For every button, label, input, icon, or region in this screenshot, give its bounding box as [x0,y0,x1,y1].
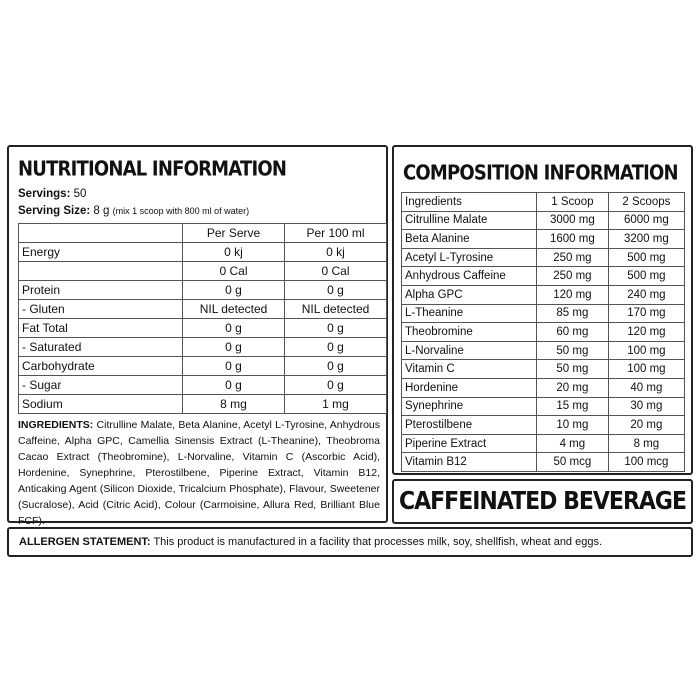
composition-table-row [402,341,685,360]
nutrition-table-cell: 0 Cal [183,262,285,281]
nutrition-table-cell: Protein [19,281,183,300]
nutrition-table-cell: 1 mg [285,395,387,414]
nutrition-table-cell: NIL detected [285,300,387,319]
nutrition-table-row [19,281,387,300]
composition-table-cell: 50 mg [537,360,609,379]
nutrition-table-cell: 0 g [183,281,285,300]
composition-table-cell: Vitamin C [402,360,537,379]
composition-table-cell: 4 mg [537,434,609,453]
composition-information-panel [392,145,693,475]
composition-table-cell: 100 mg [608,341,684,360]
composition-table-cell: Piperine Extract [402,434,537,453]
composition-table-cell: 40 mg [608,378,684,397]
caffeinated-beverage-box [392,479,693,524]
composition-table-cell: Pterostilbene [402,416,537,435]
composition-table-header [402,193,685,212]
ingredients-label: INGREDIENTS: [18,419,94,431]
allergen-label: ALLERGEN STATEMENT: [19,536,151,548]
caffeinated-beverage-label: CAFFEINATED BEVERAGE [398,487,687,516]
composition-table-row [402,323,685,342]
nutrition-header-cell: Per Serve [183,224,285,243]
nutrition-table-cell: - Sugar [19,376,183,395]
nutrition-table-cell: - Gluten [19,300,183,319]
composition-table-cell: 500 mg [608,267,684,286]
nutrition-header-cell [19,224,183,243]
composition-table-cell: 3200 mg [608,230,684,249]
composition-table-cell: 20 mg [537,378,609,397]
nutrition-table-cell: 0 g [285,376,387,395]
composition-table-row [402,211,685,230]
allergen-text: This product is manufactured in a facility that processes milk, soy, shellfish, wheat and eggs. [153,536,603,548]
nutrition-table-row [19,262,387,281]
composition-table-row [402,285,685,304]
composition-table-row [402,434,685,453]
composition-table-cell: 15 mg [537,397,609,416]
nutrition-table-cell: 0 g [285,319,387,338]
nutrition-table-cell: 0 g [183,357,285,376]
composition-table-cell: 50 mg [537,341,609,360]
nutrition-table-header [19,224,387,243]
nutrition-table-cell: 0 Cal [285,262,387,281]
composition-table-cell: 50 mcg [537,453,609,472]
composition-table-cell: Hordenine [402,378,537,397]
composition-table-cell: Anhydrous Caffeine [402,267,537,286]
nutrition-title: NUTRITIONAL INFORMATION [18,157,287,182]
nutrition-table-row [19,395,387,414]
composition-table-cell: Citrulline Malate [402,211,537,230]
composition-header-cell: 1 Scoop [537,193,609,212]
composition-table-cell: 20 mg [608,416,684,435]
composition-table-row [402,378,685,397]
serving-size-line [18,205,249,217]
nutrition-table-cell: 0 kj [183,243,285,262]
nutrition-table-row [19,376,387,395]
composition-table [401,192,685,472]
composition-table-cell: Synephrine [402,397,537,416]
composition-table-cell: Beta Alanine [402,230,537,249]
nutrition-table-cell: 0 g [285,281,387,300]
composition-table-row [402,416,685,435]
serving-size-note: (mix 1 scoop with 800 ml of water) [112,206,250,216]
composition-table-cell: Theobromine [402,323,537,342]
servings-label: Servings: [18,188,71,200]
nutrition-table-cell [19,262,183,281]
nutritional-information-panel [7,145,388,527]
composition-table-cell: 8 mg [608,434,684,453]
nutrition-table-row [19,300,387,319]
nutrition-table-cell: 0 g [183,338,285,357]
composition-table-cell: 240 mg [608,285,684,304]
nutrition-table-cell: 0 g [285,338,387,357]
serving-size-value: 8 g [93,205,110,217]
composition-table-cell: 100 mg [608,360,684,379]
nutrition-table-cell: - Saturated [19,338,183,357]
composition-table-cell: 500 mg [608,248,684,267]
composition-table-row [402,267,685,286]
composition-table-row [402,248,685,267]
composition-table-cell: 85 mg [537,304,609,323]
composition-table-cell: 1600 mg [537,230,609,249]
ingredients-text: Citrulline Malate, Beta Alanine, Acetyl L-Tyrosine, Anhydrous Caffeine, Alpha GPC, Camellia Sinensis Extract (L-Theanine), Theobroma Cacao Extract (Theobromine), L-Norvaline, Vitamin C (Ascorbic Acid), Hordenine, Synephrine, Pterostilbene, Piperine Extract, Vitamin B12, Anticaking Agent (Silicon Dioxide, Tricalcium Phosphate), Flavour, Sweetener (Sucralose), Acid (Citric Acid), Colour (Carmoisine, Allura Red, Brilliant Blue FCF). [18,419,380,527]
composition-title: COMPOSITION INFORMATION [403,161,678,186]
composition-table-cell: Alpha GPC [402,285,537,304]
composition-table-cell: Vitamin B12 [402,453,537,472]
composition-table-cell: 100 mcg [608,453,684,472]
composition-table-cell: Acetyl L-Tyrosine [402,248,537,267]
nutrition-table-cell: 0 kj [285,243,387,262]
nutrition-table-row [19,243,387,262]
composition-table-row [402,397,685,416]
serving-size-label: Serving Size: [18,205,91,217]
composition-table-cell: 170 mg [608,304,684,323]
allergen-statement [19,536,602,548]
composition-table-cell: 10 mg [537,416,609,435]
composition-table-cell: L-Theanine [402,304,537,323]
composition-table-cell: 120 mg [608,323,684,342]
composition-table-cell: 120 mg [537,285,609,304]
composition-table-row [402,230,685,249]
nutrition-table-cell: 8 mg [183,395,285,414]
nutrition-table-cell: 0 g [183,319,285,338]
composition-table-row [402,360,685,379]
composition-table-cell: 250 mg [537,267,609,286]
nutrition-table-cell: 0 g [285,357,387,376]
composition-table-cell: L-Norvaline [402,341,537,360]
ingredients-paragraph [18,417,380,529]
nutrition-table-cell: Sodium [19,395,183,414]
composition-table-cell: 60 mg [537,323,609,342]
composition-table-cell: 250 mg [537,248,609,267]
nutrition-table-cell: Fat Total [19,319,183,338]
nutrition-table-cell: Energy [19,243,183,262]
nutrition-table-row [19,319,387,338]
composition-table-cell: 3000 mg [537,211,609,230]
nutrition-table-cell: 0 g [183,376,285,395]
allergen-statement-box [7,527,693,557]
servings-value: 50 [73,188,87,200]
nutrition-table [18,223,387,414]
nutrition-table-row [19,357,387,376]
nutrition-table-cell: NIL detected [183,300,285,319]
nutrition-header-cell: Per 100 ml [285,224,387,243]
composition-header-cell: 2 Scoops [608,193,684,212]
composition-header-cell: Ingredients [402,193,537,212]
composition-table-row [402,453,685,472]
composition-table-cell: 6000 mg [608,211,684,230]
nutrition-table-cell: Carbohydrate [19,357,183,376]
servings-line [18,188,86,200]
nutrition-table-row [19,338,387,357]
composition-table-row [402,304,685,323]
composition-table-cell: 30 mg [608,397,684,416]
